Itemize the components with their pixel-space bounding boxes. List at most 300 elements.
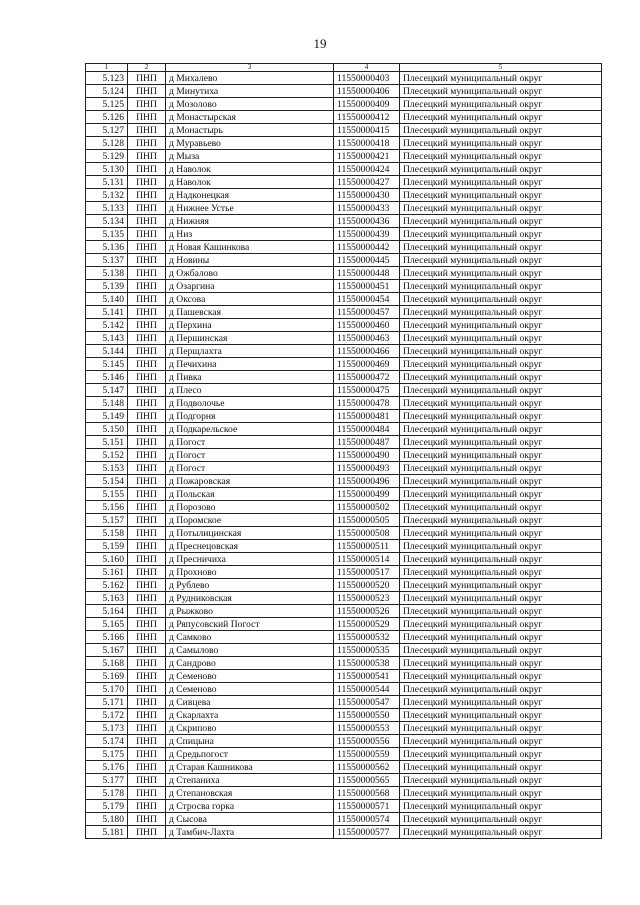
settlement-name-cell: д Степаниха	[166, 774, 334, 787]
row-index-cell: 5.177	[86, 774, 128, 787]
municipality-cell: Плесецкий муниципальный округ	[400, 761, 602, 774]
settlement-type-cell: ПНП	[128, 566, 166, 579]
table-row	[86, 514, 602, 527]
table-row	[86, 189, 602, 202]
settlement-type-cell: ПНП	[128, 670, 166, 683]
settlement-name-cell: д Степановская	[166, 787, 334, 800]
row-index-cell: 5.136	[86, 241, 128, 254]
code-cell: 11550000562	[334, 761, 400, 774]
code-cell: 11550000442	[334, 241, 400, 254]
settlement-name-cell: д Муравьево	[166, 137, 334, 150]
municipality-cell: Плесецкий муниципальный округ	[400, 553, 602, 566]
code-cell: 11550000574	[334, 813, 400, 826]
settlement-name-cell: д Средьпогост	[166, 748, 334, 761]
settlement-name-cell: д Порозово	[166, 501, 334, 514]
municipality-cell: Плесецкий муниципальный округ	[400, 176, 602, 189]
municipality-cell: Плесецкий муниципальный округ	[400, 293, 602, 306]
settlement-type-cell: ПНП	[128, 761, 166, 774]
row-index-cell: 5.175	[86, 748, 128, 761]
municipality-cell: Плесецкий муниципальный округ	[400, 319, 602, 332]
table-row	[86, 709, 602, 722]
row-index-cell: 5.180	[86, 813, 128, 826]
municipality-cell: Плесецкий муниципальный округ	[400, 384, 602, 397]
municipality-cell: Плесецкий муниципальный округ	[400, 644, 602, 657]
settlement-name-cell: д Плесо	[166, 384, 334, 397]
settlement-type-cell: ПНП	[128, 709, 166, 722]
settlement-type-cell: ПНП	[128, 241, 166, 254]
row-index-cell: 5.138	[86, 267, 128, 280]
settlement-type-cell: ПНП	[128, 618, 166, 631]
row-index-cell: 5.142	[86, 319, 128, 332]
row-index-cell: 5.178	[86, 787, 128, 800]
code-cell: 11550000517	[334, 566, 400, 579]
municipality-cell: Плесецкий муниципальный округ	[400, 449, 602, 462]
code-cell: 11550000535	[334, 644, 400, 657]
settlement-name-cell: д Минутиха	[166, 85, 334, 98]
settlement-type-cell: ПНП	[128, 462, 166, 475]
settlements-table	[85, 63, 602, 839]
table-row	[86, 410, 602, 423]
settlement-type-cell: ПНП	[128, 332, 166, 345]
settlement-name-cell: д Сысова	[166, 813, 334, 826]
settlement-type-cell: ПНП	[128, 657, 166, 670]
row-index-cell: 5.153	[86, 462, 128, 475]
settlement-type-cell: ПНП	[128, 293, 166, 306]
settlement-name-cell: д Самково	[166, 631, 334, 644]
code-cell: 11550000520	[334, 579, 400, 592]
settlement-type-cell: ПНП	[128, 72, 166, 85]
code-cell: 11550000577	[334, 826, 400, 839]
settlement-type-cell: ПНП	[128, 306, 166, 319]
row-index-cell: 5.159	[86, 540, 128, 553]
settlement-name-cell: д Преснецовская	[166, 540, 334, 553]
code-cell: 11550000484	[334, 423, 400, 436]
settlement-name-cell: д Потылицинская	[166, 527, 334, 540]
code-cell: 11550000502	[334, 501, 400, 514]
settlement-type-cell: ПНП	[128, 501, 166, 514]
row-index-cell: 5.163	[86, 592, 128, 605]
table-row	[86, 449, 602, 462]
settlement-name-cell: д Пашевская	[166, 306, 334, 319]
row-index-cell: 5.154	[86, 475, 128, 488]
table-row	[86, 657, 602, 670]
settlement-name-cell: д Першинская	[166, 332, 334, 345]
settlement-type-cell: ПНП	[128, 748, 166, 761]
row-index-cell: 5.173	[86, 722, 128, 735]
municipality-cell: Плесецкий муниципальный округ	[400, 358, 602, 371]
row-index-cell: 5.134	[86, 215, 128, 228]
table-row	[86, 137, 602, 150]
municipality-cell: Плесецкий муниципальный округ	[400, 397, 602, 410]
municipality-cell: Плесецкий муниципальный округ	[400, 306, 602, 319]
row-index-cell: 5.148	[86, 397, 128, 410]
row-index-cell: 5.141	[86, 306, 128, 319]
municipality-cell: Плесецкий муниципальный округ	[400, 488, 602, 501]
settlement-type-cell: ПНП	[128, 176, 166, 189]
municipality-cell: Плесецкий муниципальный округ	[400, 72, 602, 85]
settlement-name-cell: д Новины	[166, 254, 334, 267]
row-index-cell: 5.181	[86, 826, 128, 839]
settlement-name-cell: д Надконецкая	[166, 189, 334, 202]
settlement-type-cell: ПНП	[128, 826, 166, 839]
municipality-cell: Плесецкий муниципальный округ	[400, 98, 602, 111]
table-row	[86, 267, 602, 280]
settlement-name-cell: д Скрипово	[166, 722, 334, 735]
municipality-cell: Плесецкий муниципальный округ	[400, 709, 602, 722]
settlement-type-cell: ПНП	[128, 436, 166, 449]
settlement-type-cell: ПНП	[128, 813, 166, 826]
column-number: 3	[166, 64, 334, 72]
table-row	[86, 462, 602, 475]
municipality-cell: Плесецкий муниципальный округ	[400, 826, 602, 839]
settlement-type-cell: ПНП	[128, 683, 166, 696]
municipality-cell: Плесецкий муниципальный округ	[400, 228, 602, 241]
municipality-cell: Плесецкий муниципальный округ	[400, 150, 602, 163]
column-number: 4	[334, 64, 400, 72]
settlement-type-cell: ПНП	[128, 202, 166, 215]
settlement-type-cell: ПНП	[128, 449, 166, 462]
row-index-cell: 5.176	[86, 761, 128, 774]
settlement-name-cell: д Спицына	[166, 735, 334, 748]
row-index-cell: 5.137	[86, 254, 128, 267]
row-index-cell: 5.170	[86, 683, 128, 696]
settlement-name-cell: д Рыжково	[166, 605, 334, 618]
settlement-name-cell: д Перщлахта	[166, 345, 334, 358]
column-number: 2	[128, 64, 166, 72]
table-row	[86, 280, 602, 293]
municipality-cell: Плесецкий муниципальный округ	[400, 696, 602, 709]
code-cell: 11550000493	[334, 462, 400, 475]
settlement-type-cell: ПНП	[128, 150, 166, 163]
settlement-type-cell: ПНП	[128, 644, 166, 657]
municipality-cell: Плесецкий муниципальный округ	[400, 566, 602, 579]
settlement-type-cell: ПНП	[128, 124, 166, 137]
table-row	[86, 228, 602, 241]
table-row	[86, 176, 602, 189]
row-index-cell: 5.124	[86, 85, 128, 98]
settlement-type-cell: ПНП	[128, 527, 166, 540]
code-cell: 11550000415	[334, 124, 400, 137]
settlement-name-cell: д Старая Кашникова	[166, 761, 334, 774]
table-row	[86, 124, 602, 137]
municipality-cell: Плесецкий муниципальный округ	[400, 410, 602, 423]
row-index-cell: 5.145	[86, 358, 128, 371]
code-cell: 11550000529	[334, 618, 400, 631]
municipality-cell: Плесецкий муниципальный округ	[400, 137, 602, 150]
municipality-cell: Плесецкий муниципальный округ	[400, 592, 602, 605]
settlement-name-cell: д Новая Кашинкова	[166, 241, 334, 254]
settlement-type-cell: ПНП	[128, 605, 166, 618]
table-row	[86, 98, 602, 111]
settlement-name-cell: д Нижняя	[166, 215, 334, 228]
settlement-name-cell: д Печихина	[166, 358, 334, 371]
settlement-type-cell: ПНП	[128, 722, 166, 735]
code-cell: 11550000571	[334, 800, 400, 813]
row-index-cell: 5.171	[86, 696, 128, 709]
settlement-type-cell: ПНП	[128, 423, 166, 436]
code-cell: 11550000466	[334, 345, 400, 358]
code-cell: 11550000436	[334, 215, 400, 228]
table-row	[86, 254, 602, 267]
row-index-cell: 5.169	[86, 670, 128, 683]
code-cell: 11550000412	[334, 111, 400, 124]
municipality-cell: Плесецкий муниципальный округ	[400, 527, 602, 540]
settlement-type-cell: ПНП	[128, 397, 166, 410]
settlement-type-cell: ПНП	[128, 215, 166, 228]
row-index-cell: 5.131	[86, 176, 128, 189]
table-row	[86, 85, 602, 98]
row-index-cell: 5.152	[86, 449, 128, 462]
row-index-cell: 5.161	[86, 566, 128, 579]
municipality-cell: Плесецкий муниципальный округ	[400, 579, 602, 592]
municipality-cell: Плесецкий муниципальный округ	[400, 735, 602, 748]
code-cell: 11550000505	[334, 514, 400, 527]
table-row	[86, 436, 602, 449]
municipality-cell: Плесецкий муниципальный округ	[400, 748, 602, 761]
settlement-type-cell: ПНП	[128, 280, 166, 293]
settlement-name-cell: д Пожаровская	[166, 475, 334, 488]
row-index-cell: 5.151	[86, 436, 128, 449]
code-cell: 11550000406	[334, 85, 400, 98]
settlement-type-cell: ПНП	[128, 592, 166, 605]
settlement-name-cell: д Семеново	[166, 670, 334, 683]
table-row	[86, 488, 602, 501]
settlement-type-cell: ПНП	[128, 800, 166, 813]
settlement-type-cell: ПНП	[128, 514, 166, 527]
table-row	[86, 800, 602, 813]
settlement-type-cell: ПНП	[128, 631, 166, 644]
code-cell: 11550000487	[334, 436, 400, 449]
settlement-name-cell: д Нижнее Устье	[166, 202, 334, 215]
code-cell: 11550000475	[334, 384, 400, 397]
settlement-type-cell: ПНП	[128, 137, 166, 150]
settlement-name-cell: д Подволочье	[166, 397, 334, 410]
settlement-type-cell: ПНП	[128, 85, 166, 98]
settlement-name-cell: д Погост	[166, 462, 334, 475]
settlement-type-cell: ПНП	[128, 189, 166, 202]
code-cell: 11550000538	[334, 657, 400, 670]
column-number: 1	[86, 64, 128, 72]
settlement-name-cell: д Сандрово	[166, 657, 334, 670]
code-cell: 11550000508	[334, 527, 400, 540]
municipality-cell: Плесецкий муниципальный округ	[400, 514, 602, 527]
code-cell: 11550000409	[334, 98, 400, 111]
row-index-cell: 5.125	[86, 98, 128, 111]
code-cell: 11550000547	[334, 696, 400, 709]
code-cell: 11550000427	[334, 176, 400, 189]
code-cell: 11550000559	[334, 748, 400, 761]
table-row	[86, 475, 602, 488]
table-row	[86, 631, 602, 644]
settlement-name-cell: д Мыза	[166, 150, 334, 163]
municipality-cell: Плесецкий муниципальный округ	[400, 202, 602, 215]
table-body	[86, 64, 602, 839]
code-cell: 11550000403	[334, 72, 400, 85]
municipality-cell: Плесецкий муниципальный округ	[400, 540, 602, 553]
municipality-cell: Плесецкий муниципальный округ	[400, 462, 602, 475]
settlement-name-cell: д Погост	[166, 449, 334, 462]
row-index-cell: 5.127	[86, 124, 128, 137]
municipality-cell: Плесецкий муниципальный округ	[400, 631, 602, 644]
settlement-name-cell: д Оксова	[166, 293, 334, 306]
code-cell: 11550000568	[334, 787, 400, 800]
row-index-cell: 5.165	[86, 618, 128, 631]
settlement-type-cell: ПНП	[128, 735, 166, 748]
code-cell: 11550000550	[334, 709, 400, 722]
municipality-cell: Плесецкий муниципальный округ	[400, 683, 602, 696]
table-row	[86, 605, 602, 618]
code-cell: 11550000523	[334, 592, 400, 605]
municipality-cell: Плесецкий муниципальный округ	[400, 111, 602, 124]
table-row	[86, 592, 602, 605]
row-index-cell: 5.123	[86, 72, 128, 85]
code-cell: 11550000496	[334, 475, 400, 488]
settlement-name-cell: д Мозолово	[166, 98, 334, 111]
code-cell: 11550000424	[334, 163, 400, 176]
settlement-name-cell: д Рудниковская	[166, 592, 334, 605]
municipality-cell: Плесецкий муниципальный округ	[400, 267, 602, 280]
code-cell: 11550000448	[334, 267, 400, 280]
code-cell: 11550000544	[334, 683, 400, 696]
settlement-name-cell: д Наволок	[166, 163, 334, 176]
table-row	[86, 397, 602, 410]
settlement-name-cell: д Погост	[166, 436, 334, 449]
table-row	[86, 579, 602, 592]
settlement-name-cell: д Польская	[166, 488, 334, 501]
table-row	[86, 813, 602, 826]
code-cell: 11550000478	[334, 397, 400, 410]
code-cell: 11550000469	[334, 358, 400, 371]
municipality-cell: Плесецкий муниципальный округ	[400, 475, 602, 488]
code-cell: 11550000433	[334, 202, 400, 215]
settlement-name-cell: д Наволок	[166, 176, 334, 189]
row-index-cell: 5.146	[86, 371, 128, 384]
settlement-type-cell: ПНП	[128, 384, 166, 397]
row-index-cell: 5.166	[86, 631, 128, 644]
settlement-name-cell: д Низ	[166, 228, 334, 241]
row-index-cell: 5.143	[86, 332, 128, 345]
code-cell: 11550000511	[334, 540, 400, 553]
table-row	[86, 111, 602, 124]
row-index-cell: 5.130	[86, 163, 128, 176]
settlement-type-cell: ПНП	[128, 488, 166, 501]
settlement-name-cell: д Стросва горка	[166, 800, 334, 813]
table-row	[86, 722, 602, 735]
settlement-name-cell: д Ряпусовский Погост	[166, 618, 334, 631]
table-row	[86, 696, 602, 709]
code-cell: 11550000457	[334, 306, 400, 319]
municipality-cell: Плесецкий муниципальный округ	[400, 787, 602, 800]
table-row	[86, 735, 602, 748]
row-index-cell: 5.168	[86, 657, 128, 670]
settlement-type-cell: ПНП	[128, 228, 166, 241]
code-cell: 11550000454	[334, 293, 400, 306]
settlement-type-cell: ПНП	[128, 553, 166, 566]
column-number: 5	[400, 64, 602, 72]
settlement-type-cell: ПНП	[128, 163, 166, 176]
row-index-cell: 5.140	[86, 293, 128, 306]
table-row	[86, 384, 602, 397]
settlement-name-cell: д Михалево	[166, 72, 334, 85]
row-index-cell: 5.147	[86, 384, 128, 397]
settlement-type-cell: ПНП	[128, 254, 166, 267]
code-cell: 11550000451	[334, 280, 400, 293]
code-cell: 11550000526	[334, 605, 400, 618]
code-cell: 11550000553	[334, 722, 400, 735]
row-index-cell: 5.150	[86, 423, 128, 436]
row-index-cell: 5.167	[86, 644, 128, 657]
row-index-cell: 5.162	[86, 579, 128, 592]
settlement-name-cell: д Скарлахта	[166, 709, 334, 722]
settlement-name-cell: д Ожбалово	[166, 267, 334, 280]
table-row	[86, 241, 602, 254]
municipality-cell: Плесецкий муниципальный округ	[400, 501, 602, 514]
municipality-cell: Плесецкий муниципальный округ	[400, 332, 602, 345]
municipality-cell: Плесецкий муниципальный округ	[400, 722, 602, 735]
table-row	[86, 501, 602, 514]
table-row	[86, 618, 602, 631]
table-row	[86, 787, 602, 800]
settlement-type-cell: ПНП	[128, 358, 166, 371]
code-cell: 11550000460	[334, 319, 400, 332]
code-cell: 11550000481	[334, 410, 400, 423]
row-index-cell: 5.160	[86, 553, 128, 566]
municipality-cell: Плесецкий муниципальный округ	[400, 774, 602, 787]
table-row	[86, 72, 602, 85]
table-row	[86, 345, 602, 358]
row-index-cell: 5.158	[86, 527, 128, 540]
code-cell: 11550000490	[334, 449, 400, 462]
table-row	[86, 748, 602, 761]
municipality-cell: Плесецкий муниципальный округ	[400, 280, 602, 293]
page-number: 19	[313, 36, 327, 51]
settlement-name-cell: д Сивцева	[166, 696, 334, 709]
table-row	[86, 306, 602, 319]
settlement-name-cell: д Озаргина	[166, 280, 334, 293]
municipality-cell: Плесецкий муниципальный округ	[400, 813, 602, 826]
table-row	[86, 540, 602, 553]
municipality-cell: Плесецкий муниципальный округ	[400, 215, 602, 228]
municipality-cell: Плесецкий муниципальный округ	[400, 189, 602, 202]
municipality-cell: Плесецкий муниципальный округ	[400, 124, 602, 137]
table-row	[86, 761, 602, 774]
settlement-name-cell: д Подгорня	[166, 410, 334, 423]
settlement-name-cell: д Монастырская	[166, 111, 334, 124]
settlement-name-cell: д Пивка	[166, 371, 334, 384]
row-index-cell: 5.157	[86, 514, 128, 527]
municipality-cell: Плесецкий муниципальный округ	[400, 618, 602, 631]
table-row	[86, 683, 602, 696]
code-cell: 11550000499	[334, 488, 400, 501]
column-number-row	[86, 64, 602, 72]
code-cell: 11550000439	[334, 228, 400, 241]
settlement-name-cell: д Монастырь	[166, 124, 334, 137]
settlement-type-cell: ПНП	[128, 579, 166, 592]
municipality-cell: Плесецкий муниципальный округ	[400, 423, 602, 436]
municipality-cell: Плесецкий муниципальный округ	[400, 800, 602, 813]
settlement-type-cell: ПНП	[128, 787, 166, 800]
code-cell: 11550000556	[334, 735, 400, 748]
row-index-cell: 5.156	[86, 501, 128, 514]
municipality-cell: Плесецкий муниципальный округ	[400, 85, 602, 98]
row-index-cell: 5.132	[86, 189, 128, 202]
code-cell: 11550000514	[334, 553, 400, 566]
municipality-cell: Плесецкий муниципальный округ	[400, 371, 602, 384]
settlement-type-cell: ПНП	[128, 319, 166, 332]
table-row	[86, 566, 602, 579]
code-cell: 11550000421	[334, 150, 400, 163]
row-index-cell: 5.128	[86, 137, 128, 150]
